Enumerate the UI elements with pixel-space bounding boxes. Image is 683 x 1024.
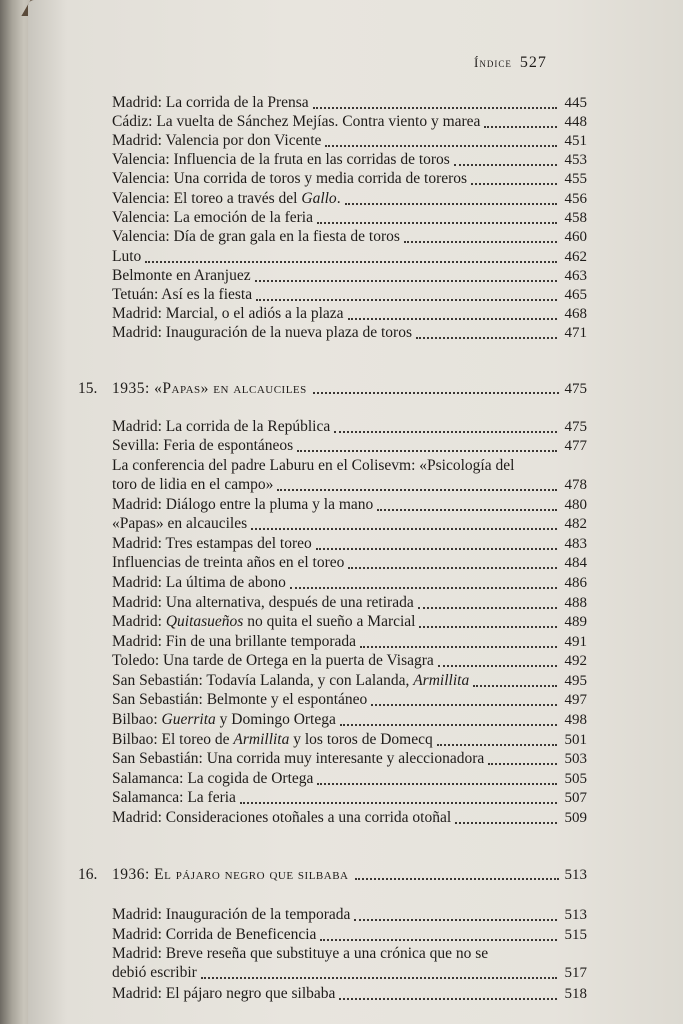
toc-entry: Influencias de treinta años en el toreo 484 xyxy=(112,554,587,571)
toc-entry-wrapped-line: Madrid: Breve reseña que substituye a una crónica que no se xyxy=(112,945,489,962)
toc-entry: Salamanca: La feria 507 xyxy=(112,789,587,806)
section-heading-15: 15. 1935: «Papas» en alcauciles 475 xyxy=(78,380,587,397)
header-label: Índice xyxy=(474,55,512,70)
toc-entry: debió escribir 517 xyxy=(112,964,587,981)
toc-entry: Tetuán: Así es la fiesta 465 xyxy=(112,286,587,303)
toc-entry: Bilbao: El toreo de Armillita y los toros de Domecq 501 xyxy=(112,731,587,748)
toc-entry: Toledo: Una tarde de Ortega en la puerta de Visagra 492 xyxy=(112,652,587,669)
toc-entry: Valencia: La emoción de la feria 458 xyxy=(112,209,587,226)
toc-entry: Valencia: Una corrida de toros y media corrida de toreros 455 xyxy=(112,170,587,187)
toc-entry-wrapped-line: La conferencia del padre Laburu en el Colisevm: «Psicología del xyxy=(112,457,515,474)
toc-entry: Madrid: Valencia por don Vicente 451 xyxy=(112,132,587,149)
toc-entry: Madrid: Diálogo entre la pluma y la mano 480 xyxy=(112,496,587,513)
toc-entry: Madrid: Inauguración de la temporada 513 xyxy=(112,906,587,923)
toc-entry: Belmonte en Aranjuez 463 xyxy=(112,267,587,284)
toc-entry: San Sebastián: Una corrida muy interesante y aleccionadora 503 xyxy=(112,750,587,767)
toc-entry: Madrid: Marcial, o el adiós a la plaza 468 xyxy=(112,305,587,322)
toc-entry: Madrid: La corrida de la Prensa 445 xyxy=(112,94,587,111)
running-header xyxy=(474,54,547,72)
toc-entry: «Papas» en alcauciles 482 xyxy=(112,515,587,532)
toc-entry: Madrid: Quitasueños no quita el sueño a Marcial 489 xyxy=(112,613,587,630)
toc-entry: Madrid: La corrida de la República 475 xyxy=(112,418,587,435)
toc-entry: Madrid: Una alternativa, después de una retirada 488 xyxy=(112,594,587,611)
toc-entry: Sevilla: Feria de espontáneos 477 xyxy=(112,437,587,454)
toc-entry: Cádiz: La vuelta de Sánchez Mejías. Contra viento y marea 448 xyxy=(112,113,587,130)
toc-entry: Madrid: Inauguración de la nueva plaza de toros 471 xyxy=(112,324,587,341)
section-heading-16: 16. 1936: El pájaro negro que silbaba 513 xyxy=(78,866,587,883)
toc-entry: Madrid: El pájaro negro que silbaba 518 xyxy=(112,985,587,1002)
toc-entry: Valencia: Influencia de la fruta en las corridas de toros 453 xyxy=(112,151,587,168)
page-number: 527 xyxy=(519,54,547,71)
toc-entry: Madrid: Consideraciones otoñales a una corrida otoñal 509 xyxy=(112,809,587,826)
toc-entry: San Sebastián: Belmonte y el espontáneo 497 xyxy=(112,691,587,708)
toc-entry: Valencia: Día de gran gala en la fiesta de toros 460 xyxy=(112,228,587,245)
toc-entry: toro de lidia en el campo» 478 xyxy=(112,476,587,493)
toc-entry: Salamanca: La cogida de Ortega 505 xyxy=(112,770,587,787)
toc-entry: Luto 462 xyxy=(112,248,587,265)
toc-entry: Valencia: El toreo a través del Gallo. 456 xyxy=(112,190,587,207)
toc-entry: Bilbao: Guerrita y Domingo Ortega 498 xyxy=(112,711,587,728)
toc-entry: Madrid: Tres estampas del toreo 483 xyxy=(112,535,587,552)
toc-entry: Madrid: Fin de una brillante temporada 491 xyxy=(112,633,587,650)
toc-entry: San Sebastián: Todavía Lalanda, y con Lalanda, Armillita 495 xyxy=(112,672,587,689)
toc-entry: Madrid: La última de abono 486 xyxy=(112,574,587,591)
toc-entry: Madrid: Corrida de Beneficencia 515 xyxy=(112,926,587,943)
